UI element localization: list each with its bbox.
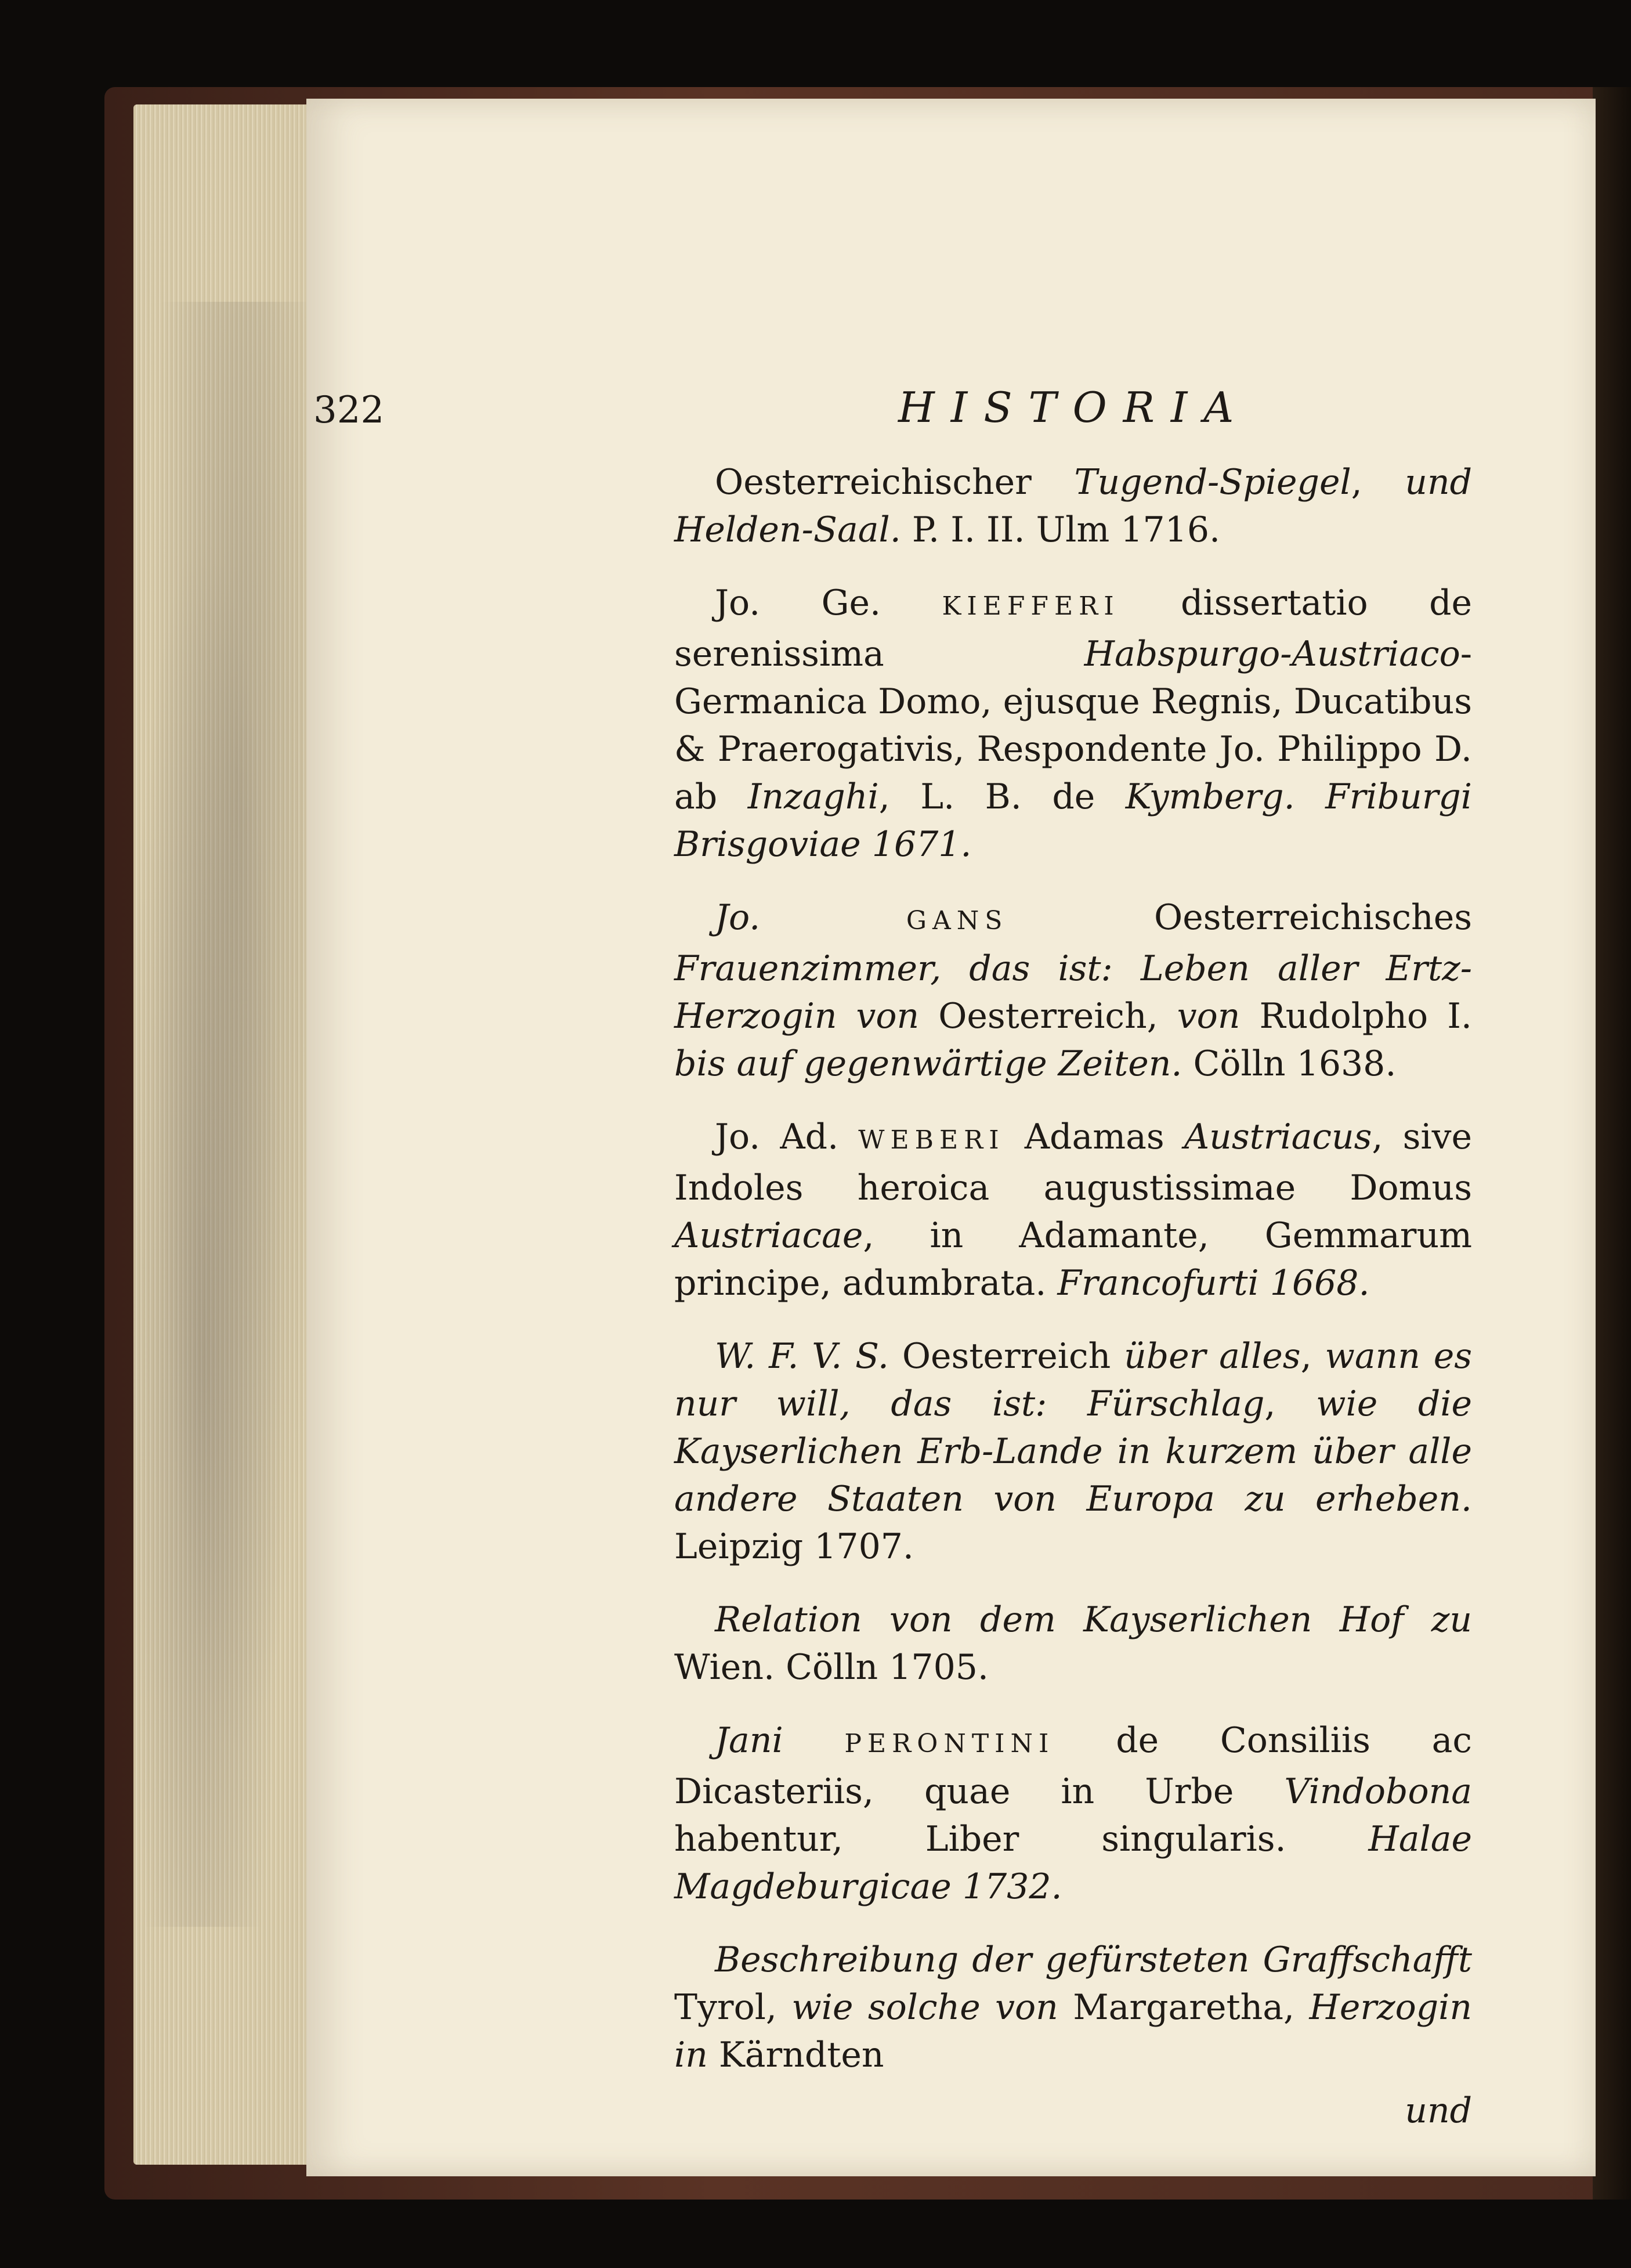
entry-text: über alles: [1124, 1336, 1301, 1377]
entry-text: Jani: [715, 1720, 783, 1761]
entry-text: Rudolpho I.: [1240, 996, 1472, 1037]
entry-text: , L. B. de: [878, 777, 1126, 817]
catchword: und: [1405, 2090, 1472, 2131]
entry-text: Kärndten: [707, 2035, 884, 2075]
page-number: 322: [313, 389, 385, 432]
entry-text: WEBERI: [858, 1125, 1005, 1155]
entry-text: wann es nur will, das ist: Fürschlag: [674, 1336, 1472, 1424]
entry-text: wie die Kayserlichen Erb-Lande in kurzem über alle andere Staaten von Europa zu erheben.: [674, 1384, 1472, 1519]
entry-text: Margaretha,: [1058, 1987, 1310, 2028]
entry-text: von: [1177, 996, 1241, 1037]
entry-text: ,: [1300, 1336, 1325, 1377]
entry-text: Leipzig 1707.: [674, 1526, 914, 1567]
entry-text: Inzaghi: [747, 777, 879, 817]
entry-text: bis auf gegenwärtige Zeiten.: [674, 1043, 1182, 1084]
entry-text: Jo. Ad.: [715, 1117, 859, 1157]
entry-beschreibung: [674, 1936, 1472, 2079]
entry-weberi: [674, 1113, 1472, 1307]
entry-text: Francofurti 1668.: [1057, 1263, 1370, 1303]
entry-text: , in Adamante, Gemmarum principe, adumbrata.: [674, 1215, 1472, 1303]
entry-text: Oesterreichisches: [1008, 897, 1472, 938]
right-book-edge: [1593, 87, 1631, 2200]
entry-text: Austriacus: [1184, 1117, 1372, 1157]
entry-text: Kymberg. Friburgi Brisgoviae 1671.: [674, 777, 1472, 865]
entry-text: Oesterreich: [889, 1336, 1124, 1377]
entry-text: [783, 1720, 845, 1761]
entry-text: und Helden-Saal.: [674, 462, 1472, 550]
entry-text: Habspurgo-Austriaco: [1084, 634, 1460, 674]
entry-text: W. F. V. S.: [715, 1336, 889, 1377]
entry-text: dissertatio de serenissima: [674, 583, 1472, 674]
page-text: [674, 458, 1472, 2157]
entry-text: habentur, Liber singularis.: [674, 1819, 1369, 1859]
running-head: HISTORIA: [898, 383, 1250, 432]
entry-text: Oesterreich,: [919, 996, 1177, 1037]
entry-text: , sive Indoles heroica augustissimae Domus: [674, 1117, 1472, 1208]
entry-text: Beschreibung der gefürsteten Graffschafft: [715, 1940, 1472, 1980]
entry-text: Herzogin in: [674, 1987, 1472, 2075]
entry-text: [760, 897, 906, 938]
entry-text: Frauenzimmer, das ist: Leben aller Ertz-Herzogin von: [674, 948, 1472, 1037]
entry-text: -Germanica Domo, ejusque Regnis, Ducatibus & Praerogativis, Respondente Jo. Philippo D. ab: [674, 634, 1472, 817]
entry-text: Vindobona: [1284, 1771, 1472, 1812]
entry-text: Cölln 1638.: [1182, 1043, 1397, 1084]
entry-gans: [674, 894, 1472, 1088]
entry-text: P. I. II. Ulm 1716.: [901, 510, 1221, 550]
entry-text: Jo.: [715, 897, 761, 938]
entry-text: ,: [1351, 462, 1405, 503]
entry-text: Austriacae: [674, 1215, 863, 1256]
entry-text: Relation von dem Kayserlichen Hof zu: [715, 1599, 1472, 1640]
entry-text: Adamas: [1004, 1117, 1184, 1157]
entry-text: wie solche von: [791, 1987, 1058, 2028]
entry-relation: [674, 1596, 1472, 1691]
entry-text: Jo. Ge.: [715, 583, 942, 623]
entry-text: GANS: [906, 906, 1008, 936]
entry-oesterreichischer: [674, 458, 1472, 554]
marbled-endpaper: [133, 302, 308, 1927]
entry-text: Wien. Cölln 1705.: [674, 1647, 989, 1688]
entry-text: de Consiliis ac Dicasteriis, quae in Urbe: [674, 1720, 1472, 1812]
entry-text: ,: [1264, 1384, 1317, 1424]
entry-text: PERONTINI: [844, 1729, 1055, 1758]
entry-perontini: [674, 1717, 1472, 1911]
entry-text: Tugend-Spiegel: [1074, 462, 1351, 503]
entry-wfvs: [674, 1332, 1472, 1570]
entry-text: KIEFFERI: [942, 591, 1120, 621]
entry-text: Halae Magdeburgicae 1732.: [674, 1819, 1472, 1907]
entry-text: Tyrol,: [674, 1987, 792, 2028]
entry-kiefferi: [674, 579, 1472, 868]
entry-text: Oesterreichischer: [715, 462, 1075, 503]
bibliography-entries: [674, 458, 1472, 2079]
